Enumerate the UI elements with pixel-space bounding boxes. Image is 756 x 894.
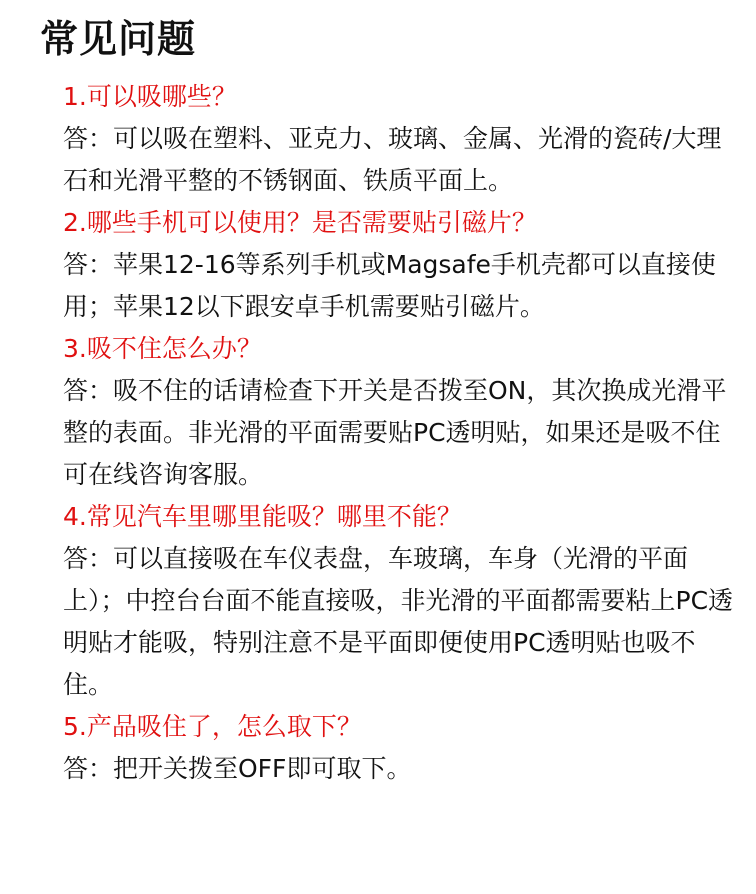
faq-answer: 答：可以吸在塑料、亚克力、玻璃、金属、光滑的瓷砖/大理石和光滑平整的不锈钢面、铁质平面上。 <box>63 124 722 195</box>
faq-item-3 <box>63 331 735 496</box>
faq-item-5 <box>63 709 735 790</box>
faq-question: 4.常见汽车里哪里能吸？哪里不能？ <box>63 502 462 531</box>
faq-question: 2.哪些手机可以使用？是否需要贴引磁片？ <box>63 208 537 237</box>
faq-question: 3.吸不住怎么办？ <box>63 334 262 363</box>
faq-answer: 答：把开关拨至OFF即可取下。 <box>63 754 412 783</box>
faq-question: 1.可以吸哪些？ <box>63 82 237 111</box>
faq-item-1 <box>63 79 735 202</box>
faq-item-2 <box>63 205 735 328</box>
faq-answer: 答：可以直接吸在车仪表盘，车玻璃，车身（光滑的平面上）；中控台台面不能直接吸，非光滑的平面都需要粘上PC透明贴才能吸，特别注意不是平面即便使用PC透明贴也吸不住。 <box>63 544 734 699</box>
faq-question: 5.产品吸住了，怎么取下？ <box>63 712 362 741</box>
faq-answer: 答：苹果12-16等系列手机或Magsafe手机壳都可以直接使用；苹果12以下跟安卓手机需要贴引磁片。 <box>63 250 716 321</box>
faq-list <box>63 79 735 793</box>
faq-item-4 <box>63 499 735 706</box>
page-title: 常见问题 <box>40 17 197 61</box>
faq-answer: 答：吸不住的话请检查下开关是否拨至ON，其次换成光滑平整的表面。非光滑的平面需要贴PC透明贴，如果还是吸不住可在线咨询客服。 <box>63 376 727 489</box>
